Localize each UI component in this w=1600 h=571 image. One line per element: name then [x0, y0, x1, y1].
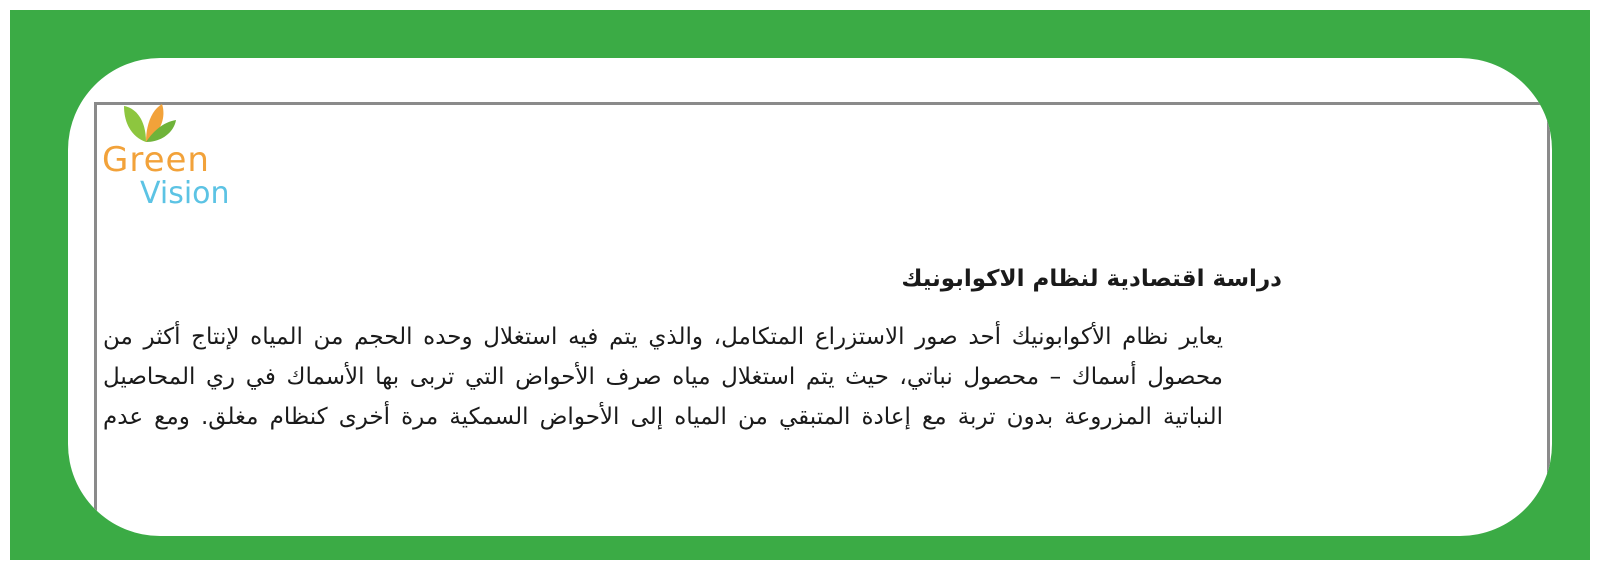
document-title: دراسة اقتصادية لنظام الاكوابونيك: [901, 266, 1282, 292]
green-vision-logo: [102, 102, 252, 222]
body-line: يعاير نظام الأكوابونيك أحد صور الاستزراع المتكامل، والذي يتم فيه استغلال وحده الحجم من المياه لإنتاج أكثر من: [103, 324, 1223, 350]
logo-word-vision: Vision: [140, 176, 230, 211]
green-frame: [10, 10, 1590, 560]
document-card: [68, 58, 1552, 536]
logo-word-green: Green: [102, 140, 210, 180]
document-body: [103, 317, 1223, 437]
body-line: محصول أسماك – محصول نباتي، حيث يتم استغلال مياه صرف الأحواض التي تربى بها الأسماك في ري المحاصيل: [103, 364, 1223, 390]
body-line: النباتية المزروعة بدون تربة مع إعادة المتبقي من المياه إلى الأحواض السمكية مرة أخرى كنظام مغلق. ومع عدم: [103, 404, 1223, 430]
